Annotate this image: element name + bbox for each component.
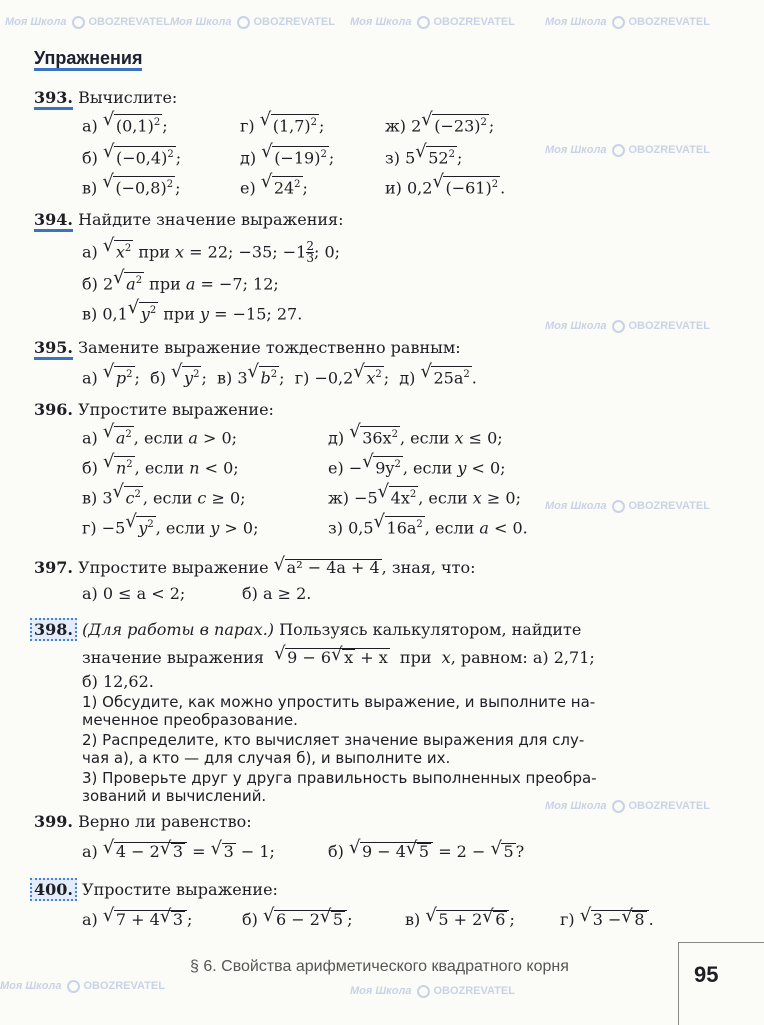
watermark: Моя Школа OBOZREVATEL — [350, 985, 515, 997]
exercise-396-title: 396. Упростите выражение: — [34, 400, 274, 419]
watermark: Моя Школа OBOZREVATEL — [545, 16, 710, 28]
exercise-398-p3: 3) Проверьте друг у друга правильность выполненных преобра- — [82, 769, 597, 787]
item-393-a: а) √ $(0,1)^2$ ; — [82, 114, 168, 136]
exercise-number: 393. — [34, 88, 73, 110]
watermark: Моя Школа OBOZREVATEL — [0, 980, 165, 992]
item-396-z: з) 0,5√ $16a^2$ , если a < 0. — [328, 516, 528, 538]
item-400-v: в) √ 5 + 2√ 6 ; — [405, 910, 515, 930]
item-393-z: з) 5√ $52^2$ ; — [385, 146, 462, 168]
item-393-g: г) √ $(1,7)^2$ ; — [240, 114, 324, 136]
exercise-number: 397. — [34, 558, 73, 577]
exercise-number: 394. — [34, 210, 73, 232]
item-393-e: е) √ $24^2$ ; — [240, 176, 308, 198]
exercise-400-title: 400. Упростите выражение: — [30, 880, 278, 900]
exercise-number: 399. — [34, 812, 73, 831]
exercise-number: 396. — [34, 400, 73, 419]
item-396-e: е) −√ $9y^2$ , если y < 0; — [328, 456, 506, 478]
item-393-v: в) √ $(-0,8)^2$ ; — [82, 176, 180, 198]
exercise-398-p1b: меченное преобразование. — [82, 711, 298, 729]
exercise-398-p3b: зований и вычислений. — [82, 787, 267, 805]
watermark: Моя Школа OBOZREVATEL — [170, 16, 335, 28]
item-393-b: б) √ $(-0,4)^2$ ; — [82, 146, 181, 168]
item-394-b: б) 2√ $a^2$ при a = −7; 12; — [82, 272, 279, 294]
item-396-d: д) √ $36x^2$ , если x ≤ 0; — [328, 426, 503, 448]
item-396-b: б) √ $n^2$ , если n < 0; — [82, 456, 239, 478]
item-393-d: д) √ $(-19)^2$ ; — [240, 146, 334, 168]
item-396-v: в) 3√ $c^2$ , если c ≥ 0; — [82, 486, 246, 508]
watermark: Моя Школа OBOZREVATEL — [545, 144, 710, 156]
item-393-i: и) 0,2√ $(-61)^2$ . — [385, 176, 505, 198]
exercise-393-title: 393. Вычислите: — [34, 88, 177, 108]
exercise-398-p1: 1) Обсудите, как можно упростить выражение, и выполните на- — [82, 693, 596, 711]
page-number-box — [678, 942, 764, 1025]
item-400-b: б) √ 6 − 2√ 5 ; — [242, 910, 352, 930]
page-number: 95 — [694, 962, 719, 987]
item-394-v: в) 0,1√ $y^2$ при y = −15; 27. — [82, 302, 302, 324]
exercise-398-line3: б) 12,62. — [82, 672, 154, 691]
item-396-zh: ж) −5√ $4x^2$ , если x ≥ 0; — [328, 486, 521, 508]
watermark: Моя Школа OBOZREVATEL — [350, 16, 515, 28]
running-footer: § 6. Свойства арифметического квадратного корня — [190, 958, 569, 975]
item-400-g: г) √ 3 −√ 8 . — [560, 910, 654, 930]
exercise-398-line2: значение выражения √ 9 − 6√ x + x при x, равном: а) 2,71; — [82, 648, 595, 668]
section-heading: Упражнения — [34, 48, 142, 71]
item-393-zh: ж) 2√ $(-23)^2$ ; — [385, 114, 494, 136]
item-394-a: а) √ $x^2$ при x = 22; −35; −1 $\frac{2}{3}$ ; 0; — [82, 240, 340, 264]
watermark: Моя Школа OBOZREVATEL — [5, 16, 170, 28]
exercise-399-title: 399. Верно ли равенство: — [34, 812, 252, 831]
item-397-b: б) a ≥ 2. — [242, 584, 312, 603]
exercise-398-line1: 398. (Для работы в парах.) Пользуясь калькулятором, найдите — [30, 620, 581, 640]
watermark: Моя Школа OBOZREVATEL — [545, 320, 710, 332]
exercise-398-p2b: чая а), а кто — для случая б), и выполните их. — [82, 749, 451, 767]
item-400-a: а) √ 7 + 4√ 3 ; — [82, 910, 192, 930]
exercise-number: 395. — [34, 338, 73, 360]
item-396-g: г) −5√ $y^2$ , если y > 0; — [82, 516, 258, 538]
exercise-397-title: 397. Упростите выражение √ a² − 4a + 4 , зная, что: — [34, 558, 476, 578]
item-395-row: а) √ $p^2$ ; б) √ $y^2$ ; в) 3√ $b^2$ ; г) −0,2√ $x^2$ ; д) √ $25a^2$ . — [82, 366, 477, 388]
item-399-a: а) √ 4 − 2√ 3 = √ 3 − 1; — [82, 842, 275, 862]
exercise-395-title: 395. Замените выражение тождественно равным: — [34, 338, 461, 358]
watermark: Моя Школа OBOZREVATEL — [545, 500, 710, 512]
watermark: Моя Школа OBOZREVATEL — [545, 800, 710, 812]
item-399-b: б) √ 9 − 4√ 5 = 2 − √ 5 ? — [328, 842, 524, 862]
exercise-number: 400. — [30, 878, 77, 901]
exercise-number: 398. — [30, 618, 77, 641]
exercise-394-title: 394. Найдите значение выражения: — [34, 210, 344, 230]
item-397-a: а) 0 ≤ a < 2; — [82, 584, 186, 603]
exercise-398-p2: 2) Распределите, кто вычисляет значение выражения для слу- — [82, 731, 585, 749]
item-396-a: а) √ $a^2$ , если a > 0; — [82, 426, 237, 448]
